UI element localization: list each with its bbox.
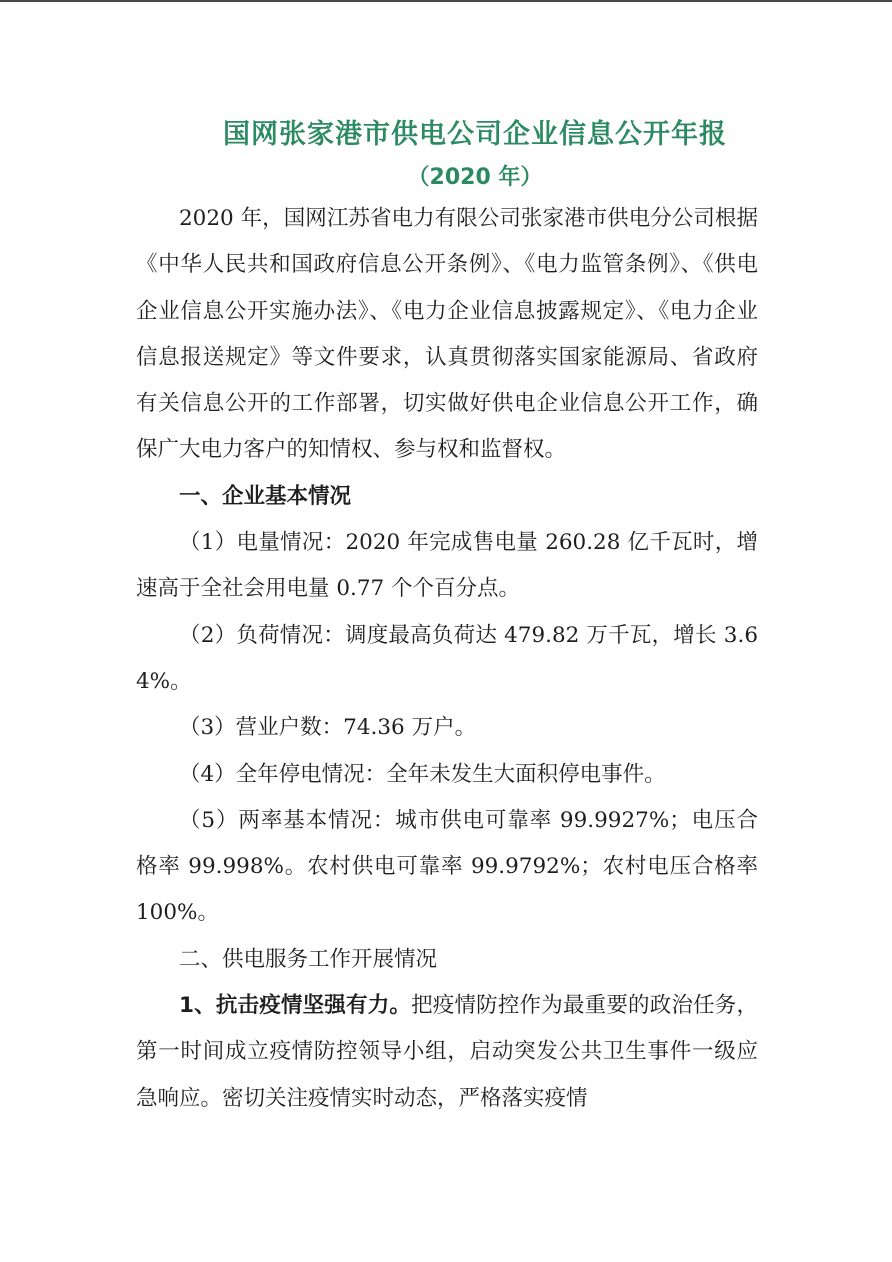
report-title: 国网张家港市供电公司企业信息公开年报 — [223, 119, 727, 150]
report-year: （2020 年） — [407, 165, 543, 190]
page-top-border — [0, 0, 892, 2]
report-body — [136, 196, 758, 1122]
service-item-lead: 1、抗击疫情坚强有力。 — [179, 993, 412, 1019]
list-item-customers: （3）营业户数：74.36 万户。 — [179, 715, 477, 741]
intro-paragraph: 2020 年，国网江苏省电力有限公司张家港市供电分公司根据《中华人民共和国政府信息公开条例》、《电力监管条例》、《供电企业信息公开实施办法》、《电力企业信息披露规定》、《电力企业信息报送规定》等文件要求，认真贯彻落实国家能源局、省政府有关信息公开的工作部署，切实做好供电企业信息公开工作，确保广大电力客户的知情权、参与权和监督权。 — [136, 206, 758, 463]
list-item-load: （2）负荷情况：调度最高负荷达 479.82 万千瓦，增长 3.64%。 — [136, 622, 758, 694]
list-item-reliability: （5）两率基本情况：城市供电可靠率 99.9927%；电压合格率 99.998%。农村供电可靠率 99.9792%；农村电压合格率 100%。 — [136, 807, 758, 926]
service-item-epidemic — [136, 983, 758, 1122]
list-item-electricity: （1）电量情况：2020 年完成售电量 260.28 亿千瓦时，增速高于全社会用电量 0.77 个个百分点。 — [136, 530, 758, 602]
section-heading-basic-info: 一、企业基本情况 — [179, 483, 352, 509]
service-item-text: 把疫情防控作为最重要的政治任务，第一时间成立疫情防控领导小组，启动突发公共卫生事件一级应急响应。密切关注疫情实时动态，严格落实疫情 — [136, 993, 758, 1111]
section-heading-service: 二、供电服务工作开展情况 — [179, 946, 438, 972]
list-item-outage: （4）全年停电情况：全年未发生大面积停电事件。 — [179, 761, 666, 787]
